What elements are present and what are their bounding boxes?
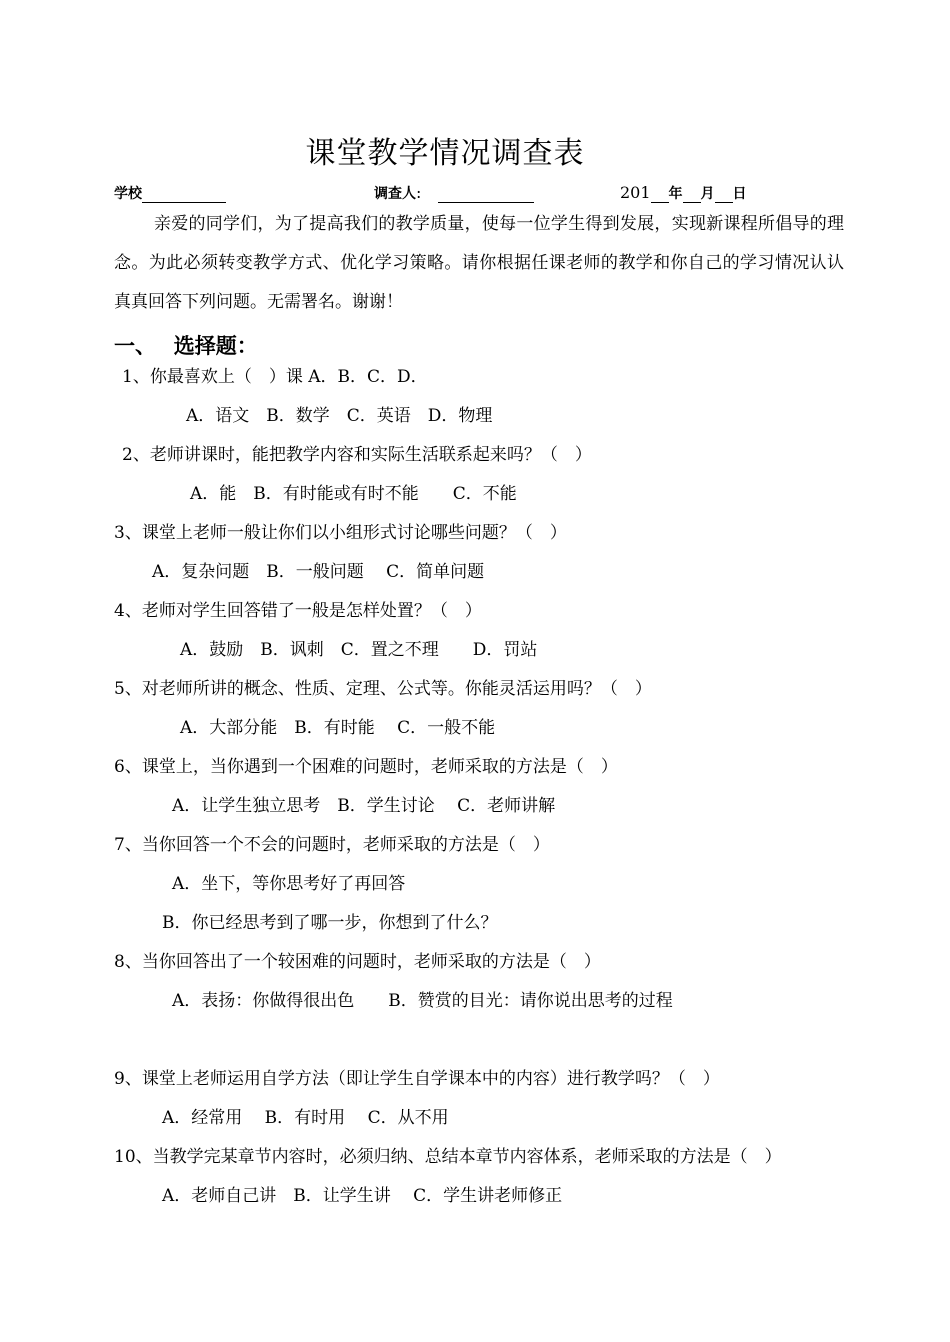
school-blank[interactable] xyxy=(142,184,226,203)
question-5: 5、对老师所讲的概念、性质、定理、公式等。你能灵活运用吗？（ ） xyxy=(114,679,652,699)
question-7: 7、当你回答一个不会的问题时，老师采取的方法是（ ） xyxy=(114,835,550,855)
section-title: 一、 选择题： xyxy=(114,334,258,358)
question-9: 9、课堂上老师运用自学方法（即让学生自学课本中的内容）进行教学吗？（ ） xyxy=(114,1069,720,1089)
year-label: 年 xyxy=(668,186,683,202)
question-4: 4、老师对学生回答错了一般是怎样处置？（ ） xyxy=(114,601,482,621)
question-1: 1、你最喜欢上（ ）课 A．B．C．D． xyxy=(122,367,428,387)
question-4-options[interactable]: A．鼓励 B．讽刺 C．置之不理 D．罚站 xyxy=(180,640,538,660)
question-2-options[interactable]: A．能 B．有时能或有时不能 C．不能 xyxy=(190,484,517,504)
surveyor-blank[interactable] xyxy=(438,184,534,203)
day-blank[interactable] xyxy=(715,184,733,203)
question-6: 6、课堂上，当你遇到一个困难的问题时，老师采取的方法是（ ） xyxy=(114,757,618,777)
day-label: 日 xyxy=(732,186,747,202)
question-8-options[interactable]: A．表扬：你做得很出色 B．赞赏的目光：请你说出思考的过程 xyxy=(172,991,673,1011)
question-10: 10、当教学完某章节内容时，必须归纳、总结本章节内容体系，老师采取的方法是（ ） xyxy=(114,1147,782,1167)
question-7-option-a[interactable]: A．坐下，等你思考好了再回答 xyxy=(172,874,406,894)
question-10-options[interactable]: A．老师自己讲 B．让学生讲 C．学生讲老师修正 xyxy=(162,1186,563,1206)
question-3: 3、课堂上老师一般让你们以小组形式讨论哪些问题？（ ） xyxy=(114,523,567,543)
page-title: 课堂教学情况调查表 xyxy=(305,136,585,171)
intro-paragraph: 亲爱的同学们，为了提高我们的教学质量，使每一位学生得到发展，实现新课程所倡导的理念。为此必须转变教学方式、优化学习策略。请你根据任课老师的教学和你自己的学习情况认认真真回答下列问题。无需署名。谢谢！ xyxy=(114,214,844,312)
year-blank[interactable] xyxy=(651,184,669,203)
question-3-options[interactable]: A．复杂问题 B．一般问题 C．简单问题 xyxy=(152,562,485,582)
surveyor-field xyxy=(374,183,534,203)
month-label: 月 xyxy=(700,186,715,202)
question-8: 8、当你回答出了一个较困难的问题时，老师采取的方法是（ ） xyxy=(114,952,601,972)
question-5-options[interactable]: A．大部分能 B．有时能 C．一般不能 xyxy=(180,718,496,738)
surveyor-label: 调查人 xyxy=(374,186,416,202)
question-2: 2、老师讲课时，能把教学内容和实际生活联系起来吗？（ ） xyxy=(122,445,592,465)
question-9-options[interactable]: A．经常用 B．有时用 C．从不用 xyxy=(162,1108,449,1128)
school-label: 学校 xyxy=(114,186,142,202)
question-7-option-b[interactable]: B．你已经思考到了哪一步，你想到了什么？ xyxy=(162,913,498,933)
date-field xyxy=(620,183,747,203)
school-field xyxy=(114,183,226,203)
question-1-options[interactable]: A．语文 B．数学 C．英语 D．物理 xyxy=(186,406,493,426)
month-blank[interactable] xyxy=(683,184,701,203)
question-6-options[interactable]: A．让学生独立思考 B．学生讨论 C．老师讲解 xyxy=(172,796,556,816)
year-prefix: 201 xyxy=(620,183,651,202)
surveyor-colon: : xyxy=(416,183,422,202)
